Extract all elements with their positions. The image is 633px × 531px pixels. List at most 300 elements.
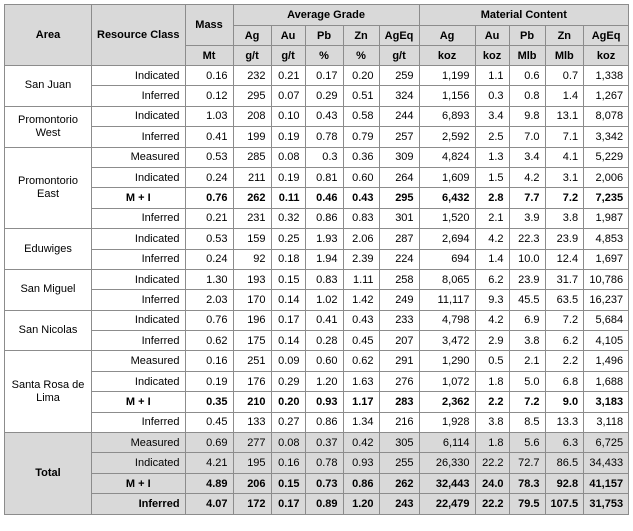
value-cell: 0.16	[271, 453, 305, 473]
resource-class-cell: Indicated	[92, 66, 186, 86]
value-cell: 1.4	[545, 86, 584, 106]
value-cell: 243	[379, 494, 419, 514]
area-name-cell: Promontorio East	[5, 147, 92, 229]
header-unit: %	[343, 46, 379, 66]
value-cell: 0.17	[271, 310, 305, 330]
value-cell: 207	[379, 331, 419, 351]
resource-class-cell: Indicated	[92, 167, 186, 187]
value-cell: 1,199	[419, 66, 475, 86]
value-cell: 1.1	[475, 66, 509, 86]
header-unit: g/t	[379, 46, 419, 66]
value-cell: 287	[379, 229, 419, 249]
area-name-cell: Promontorio West	[5, 106, 92, 147]
value-cell: 10,786	[584, 269, 629, 289]
value-cell: 259	[379, 66, 419, 86]
resource-class-cell: Inferred	[92, 127, 186, 147]
value-cell: 0.58	[343, 106, 379, 126]
value-cell: 211	[233, 167, 271, 187]
value-cell: 2.1	[475, 208, 509, 228]
value-cell: 175	[233, 331, 271, 351]
value-cell: 32,443	[419, 473, 475, 493]
value-cell: 0.37	[305, 433, 343, 453]
value-cell: 4.1	[545, 147, 584, 167]
resource-class-cell: Indicated	[92, 310, 186, 330]
header-average-grade: Average Grade	[233, 5, 419, 26]
value-cell: 6,725	[584, 433, 629, 453]
table-row	[5, 106, 629, 126]
value-cell: 1.34	[343, 412, 379, 432]
header-grade-au: Au	[271, 26, 305, 46]
value-cell: 0.08	[271, 147, 305, 167]
value-cell: 6,114	[419, 433, 475, 453]
value-cell: 2.03	[185, 290, 233, 310]
value-cell: 283	[379, 392, 419, 412]
value-cell: 206	[233, 473, 271, 493]
value-cell: 107.5	[545, 494, 584, 514]
value-cell: 1,496	[584, 351, 629, 371]
value-cell: 0.7	[545, 66, 584, 86]
value-cell: 22.3	[509, 229, 545, 249]
value-cell: 3,183	[584, 392, 629, 412]
header-area: Area	[5, 5, 92, 66]
resource-table-container	[4, 4, 629, 515]
value-cell: 0.15	[271, 269, 305, 289]
value-cell: 276	[379, 371, 419, 391]
value-cell: 7.7	[509, 188, 545, 208]
value-cell: 301	[379, 208, 419, 228]
header-content-zn: Zn	[545, 26, 584, 46]
value-cell: 0.60	[305, 351, 343, 371]
value-cell: 0.12	[185, 86, 233, 106]
value-cell: 0.09	[271, 351, 305, 371]
value-cell: 195	[233, 453, 271, 473]
value-cell: 196	[233, 310, 271, 330]
resource-class-cell: Inferred	[92, 494, 186, 514]
table-row	[5, 269, 629, 289]
value-cell: 22.2	[475, 453, 509, 473]
value-cell: 5,229	[584, 147, 629, 167]
value-cell: 2.1	[509, 351, 545, 371]
value-cell: 0.76	[185, 188, 233, 208]
value-cell: 1,338	[584, 66, 629, 86]
table-row	[5, 412, 629, 432]
value-cell: 0.93	[305, 392, 343, 412]
value-cell: 1,156	[419, 86, 475, 106]
resource-class-cell: Inferred	[92, 331, 186, 351]
value-cell: 12.4	[545, 249, 584, 269]
table-row	[5, 494, 629, 514]
value-cell: 4.2	[509, 167, 545, 187]
value-cell: 0.73	[305, 473, 343, 493]
value-cell: 262	[233, 188, 271, 208]
value-cell: 0.11	[271, 188, 305, 208]
value-cell: 7.0	[509, 127, 545, 147]
value-cell: 2.9	[475, 331, 509, 351]
table-row	[5, 310, 629, 330]
value-cell: 0.18	[271, 249, 305, 269]
value-cell: 1.30	[185, 269, 233, 289]
value-cell: 133	[233, 412, 271, 432]
value-cell: 231	[233, 208, 271, 228]
value-cell: 216	[379, 412, 419, 432]
value-cell: 3.1	[545, 167, 584, 187]
resource-class-cell: Inferred	[92, 290, 186, 310]
value-cell: 6,893	[419, 106, 475, 126]
resource-class-cell: Inferred	[92, 249, 186, 269]
value-cell: 3,118	[584, 412, 629, 432]
header-grade-pb: Pb	[305, 26, 343, 46]
value-cell: 199	[233, 127, 271, 147]
value-cell: 23.9	[509, 269, 545, 289]
resource-class-cell: M + I	[92, 392, 186, 412]
value-cell: 0.6	[509, 66, 545, 86]
value-cell: 7.2	[545, 188, 584, 208]
resource-class-cell: Indicated	[92, 371, 186, 391]
value-cell: 34,433	[584, 453, 629, 473]
value-cell: 0.15	[271, 473, 305, 493]
value-cell: 8,078	[584, 106, 629, 126]
header-unit: koz	[475, 46, 509, 66]
value-cell: 4,853	[584, 229, 629, 249]
table-row	[5, 331, 629, 351]
value-cell: 2.06	[343, 229, 379, 249]
value-cell: 0.21	[271, 66, 305, 86]
value-cell: 1,987	[584, 208, 629, 228]
value-cell: 0.69	[185, 433, 233, 453]
header-mass: Mass	[185, 5, 233, 46]
value-cell: 0.89	[305, 494, 343, 514]
value-cell: 193	[233, 269, 271, 289]
value-cell: 0.28	[305, 331, 343, 351]
value-cell: 23.9	[545, 229, 584, 249]
value-cell: 0.14	[271, 290, 305, 310]
value-cell: 0.35	[185, 392, 233, 412]
value-cell: 78.3	[509, 473, 545, 493]
area-name-cell: San Miguel	[5, 269, 92, 310]
resource-class-cell: Measured	[92, 351, 186, 371]
value-cell: 1,928	[419, 412, 475, 432]
header-unit: g/t	[233, 46, 271, 66]
value-cell: 0.17	[305, 66, 343, 86]
value-cell: 0.14	[271, 331, 305, 351]
value-cell: 249	[379, 290, 419, 310]
resource-class-cell: M + I	[92, 473, 186, 493]
table-row	[5, 147, 629, 167]
table-row	[5, 453, 629, 473]
value-cell: 0.3	[475, 86, 509, 106]
value-cell: 1,290	[419, 351, 475, 371]
value-cell: 1,072	[419, 371, 475, 391]
table-row	[5, 433, 629, 453]
table-row	[5, 229, 629, 249]
value-cell: 7.1	[545, 127, 584, 147]
value-cell: 0.43	[343, 310, 379, 330]
value-cell: 63.5	[545, 290, 584, 310]
value-cell: 0.51	[343, 86, 379, 106]
header-grade-zn: Zn	[343, 26, 379, 46]
value-cell: 2.2	[545, 351, 584, 371]
value-cell: 1.20	[343, 494, 379, 514]
value-cell: 0.19	[185, 371, 233, 391]
table-row	[5, 351, 629, 371]
value-cell: 1.8	[475, 433, 509, 453]
value-cell: 4.89	[185, 473, 233, 493]
value-cell: 0.46	[305, 188, 343, 208]
value-cell: 2,694	[419, 229, 475, 249]
value-cell: 9.8	[509, 106, 545, 126]
value-cell: 295	[233, 86, 271, 106]
value-cell: 0.8	[509, 86, 545, 106]
value-cell: 0.25	[271, 229, 305, 249]
value-cell: 31,753	[584, 494, 629, 514]
value-cell: 1.3	[475, 147, 509, 167]
area-name-cell: Santa Rosa de Lima	[5, 351, 92, 433]
value-cell: 1.94	[305, 249, 343, 269]
value-cell: 6.8	[545, 371, 584, 391]
value-cell: 31.7	[545, 269, 584, 289]
value-cell: 262	[379, 473, 419, 493]
value-cell: 0.29	[271, 371, 305, 391]
value-cell: 92	[233, 249, 271, 269]
value-cell: 0.86	[305, 208, 343, 228]
value-cell: 4,105	[584, 331, 629, 351]
value-cell: 255	[379, 453, 419, 473]
value-cell: 1.8	[475, 371, 509, 391]
value-cell: 3.8	[509, 331, 545, 351]
value-cell: 159	[233, 229, 271, 249]
resource-class-cell: Measured	[92, 433, 186, 453]
value-cell: 2,592	[419, 127, 475, 147]
value-cell: 3,472	[419, 331, 475, 351]
header-unit: Mt	[185, 46, 233, 66]
header-content-ageq: AgEq	[584, 26, 629, 46]
value-cell: 0.43	[305, 106, 343, 126]
value-cell: 1.4	[475, 249, 509, 269]
value-cell: 0.86	[305, 412, 343, 432]
header-grade-ageq: AgEq	[379, 26, 419, 46]
value-cell: 0.43	[343, 188, 379, 208]
area-name-cell: Total	[5, 433, 92, 515]
value-cell: 2.5	[475, 127, 509, 147]
value-cell: 4.2	[475, 310, 509, 330]
value-cell: 22,479	[419, 494, 475, 514]
value-cell: 45.5	[509, 290, 545, 310]
value-cell: 0.10	[271, 106, 305, 126]
value-cell: 3.4	[509, 147, 545, 167]
value-cell: 295	[379, 188, 419, 208]
value-cell: 3,342	[584, 127, 629, 147]
value-cell: 1,520	[419, 208, 475, 228]
header-unit: g/t	[271, 46, 305, 66]
value-cell: 251	[233, 351, 271, 371]
value-cell: 0.07	[271, 86, 305, 106]
value-cell: 0.45	[343, 331, 379, 351]
value-cell: 92.8	[545, 473, 584, 493]
value-cell: 2.8	[475, 188, 509, 208]
header-content-pb: Pb	[509, 26, 545, 46]
value-cell: 0.62	[343, 351, 379, 371]
value-cell: 9.0	[545, 392, 584, 412]
value-cell: 257	[379, 127, 419, 147]
value-cell: 0.83	[305, 269, 343, 289]
header-content-ag: Ag	[419, 26, 475, 46]
value-cell: 0.3	[305, 147, 343, 167]
value-cell: 6.2	[545, 331, 584, 351]
value-cell: 13.3	[545, 412, 584, 432]
value-cell: 0.24	[185, 249, 233, 269]
value-cell: 0.93	[343, 453, 379, 473]
value-cell: 5.6	[509, 433, 545, 453]
table-row	[5, 371, 629, 391]
value-cell: 232	[233, 66, 271, 86]
value-cell: 72.7	[509, 453, 545, 473]
value-cell: 0.45	[185, 412, 233, 432]
value-cell: 170	[233, 290, 271, 310]
value-cell: 0.20	[271, 392, 305, 412]
value-cell: 1.20	[305, 371, 343, 391]
value-cell: 1.42	[343, 290, 379, 310]
value-cell: 0.86	[343, 473, 379, 493]
header-unit: Mlb	[545, 46, 584, 66]
value-cell: 1.03	[185, 106, 233, 126]
value-cell: 694	[419, 249, 475, 269]
value-cell: 1,267	[584, 86, 629, 106]
value-cell: 208	[233, 106, 271, 126]
value-cell: 5,684	[584, 310, 629, 330]
value-cell: 8,065	[419, 269, 475, 289]
value-cell: 309	[379, 147, 419, 167]
header-unit: koz	[419, 46, 475, 66]
table-row	[5, 473, 629, 493]
value-cell: 4.07	[185, 494, 233, 514]
header-material-content: Material Content	[419, 5, 629, 26]
value-cell: 224	[379, 249, 419, 269]
value-cell: 0.53	[185, 229, 233, 249]
resource-class-cell: M + I	[92, 188, 186, 208]
value-cell: 0.5	[475, 351, 509, 371]
value-cell: 3.4	[475, 106, 509, 126]
value-cell: 6.9	[509, 310, 545, 330]
value-cell: 4,798	[419, 310, 475, 330]
value-cell: 1,697	[584, 249, 629, 269]
value-cell: 0.36	[343, 147, 379, 167]
value-cell: 24.0	[475, 473, 509, 493]
value-cell: 1,609	[419, 167, 475, 187]
value-cell: 7.2	[545, 310, 584, 330]
value-cell: 2.39	[343, 249, 379, 269]
value-cell: 7,235	[584, 188, 629, 208]
value-cell: 0.60	[343, 167, 379, 187]
table-row	[5, 127, 629, 147]
value-cell: 1.63	[343, 371, 379, 391]
value-cell: 0.78	[305, 127, 343, 147]
table-row	[5, 249, 629, 269]
value-cell: 324	[379, 86, 419, 106]
value-cell: 0.53	[185, 147, 233, 167]
value-cell: 6.2	[475, 269, 509, 289]
value-cell: 4,824	[419, 147, 475, 167]
value-cell: 285	[233, 147, 271, 167]
table-row	[5, 392, 629, 412]
value-cell: 13.1	[545, 106, 584, 126]
resource-class-cell: Inferred	[92, 412, 186, 432]
header-unit: Mlb	[509, 46, 545, 66]
value-cell: 0.20	[343, 66, 379, 86]
value-cell: 41,157	[584, 473, 629, 493]
value-cell: 8.5	[509, 412, 545, 432]
value-cell: 2.2	[475, 392, 509, 412]
value-cell: 0.24	[185, 167, 233, 187]
header-unit: koz	[584, 46, 629, 66]
value-cell: 22.2	[475, 494, 509, 514]
header-resource-class: Resource Class	[92, 5, 186, 66]
value-cell: 3.8	[545, 208, 584, 228]
value-cell: 2,362	[419, 392, 475, 412]
value-cell: 86.5	[545, 453, 584, 473]
resource-class-cell: Inferred	[92, 86, 186, 106]
value-cell: 5.0	[509, 371, 545, 391]
value-cell: 7.2	[509, 392, 545, 412]
value-cell: 210	[233, 392, 271, 412]
value-cell: 4.2	[475, 229, 509, 249]
value-cell: 0.41	[305, 310, 343, 330]
table-header	[5, 5, 629, 66]
resource-class-cell: Indicated	[92, 229, 186, 249]
value-cell: 0.16	[185, 66, 233, 86]
value-cell: 0.17	[271, 494, 305, 514]
resource-class-cell: Indicated	[92, 269, 186, 289]
resource-class-cell: Indicated	[92, 453, 186, 473]
value-cell: 0.62	[185, 331, 233, 351]
area-name-cell: San Juan	[5, 66, 92, 107]
value-cell: 277	[233, 433, 271, 453]
value-cell: 1.02	[305, 290, 343, 310]
value-cell: 0.78	[305, 453, 343, 473]
value-cell: 0.81	[305, 167, 343, 187]
resource-class-cell: Indicated	[92, 106, 186, 126]
resource-estimate-table	[4, 4, 629, 515]
value-cell: 244	[379, 106, 419, 126]
value-cell: 305	[379, 433, 419, 453]
value-cell: 0.27	[271, 412, 305, 432]
value-cell: 0.08	[271, 433, 305, 453]
value-cell: 0.42	[343, 433, 379, 453]
table-row	[5, 290, 629, 310]
area-name-cell: Eduwiges	[5, 229, 92, 270]
value-cell: 0.41	[185, 127, 233, 147]
table-row	[5, 208, 629, 228]
value-cell: 10.0	[509, 249, 545, 269]
table-row	[5, 167, 629, 187]
value-cell: 1.11	[343, 269, 379, 289]
value-cell: 0.19	[271, 127, 305, 147]
table-row	[5, 188, 629, 208]
value-cell: 2,006	[584, 167, 629, 187]
value-cell: 16,237	[584, 290, 629, 310]
resource-class-cell: Inferred	[92, 208, 186, 228]
value-cell: 9.3	[475, 290, 509, 310]
value-cell: 233	[379, 310, 419, 330]
value-cell: 4.21	[185, 453, 233, 473]
header-content-au: Au	[475, 26, 509, 46]
value-cell: 1.93	[305, 229, 343, 249]
value-cell: 291	[379, 351, 419, 371]
value-cell: 1.17	[343, 392, 379, 412]
value-cell: 172	[233, 494, 271, 514]
value-cell: 0.19	[271, 167, 305, 187]
table-row	[5, 66, 629, 86]
value-cell: 0.79	[343, 127, 379, 147]
